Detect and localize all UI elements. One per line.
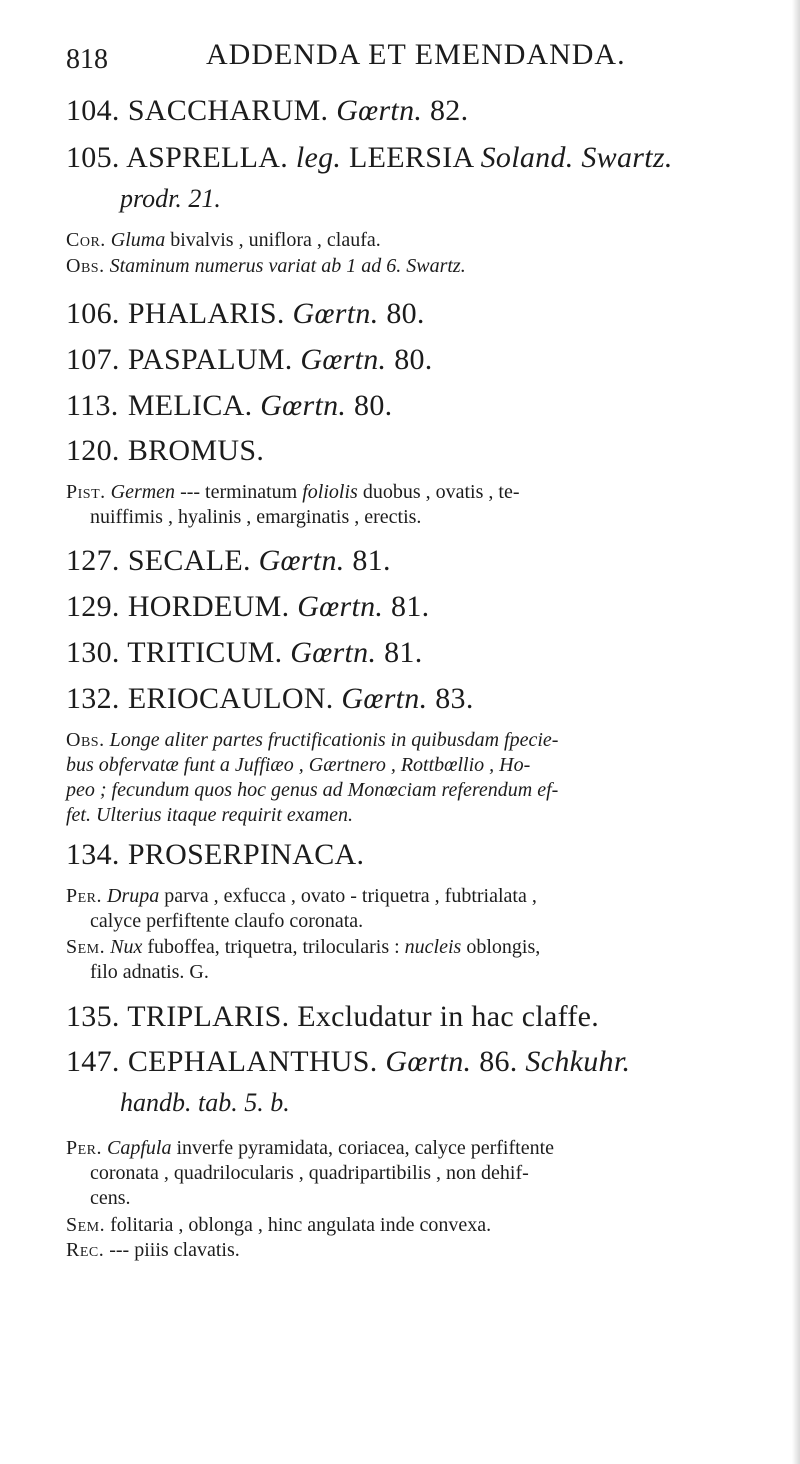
note-line-3: cens. [90, 1187, 131, 1209]
entry-number: 106. [66, 297, 120, 330]
genus-name: CEPHALANTHUS. [127, 1045, 378, 1078]
genus-name: BROMUS. [127, 434, 265, 467]
page-ref: 86. [479, 1045, 518, 1078]
genus-name: PASPALUM. [127, 343, 293, 376]
note-line-2: nuiffimis , hyalinis , emarginatis , erectis. [90, 506, 422, 528]
page-ref: 80. [386, 297, 425, 330]
note-label: Per. [66, 1137, 103, 1159]
entry-number: 120. [66, 434, 120, 467]
genus-name: HORDEUM. [127, 590, 290, 623]
running-head: ADDENDA ET EMENDANDA. [206, 38, 626, 71]
note-pericarp [66, 884, 766, 934]
page-ref: 81. [352, 544, 391, 577]
note-text: parva , exfucca , ovato - triquetra , fubtrialata , [159, 885, 537, 907]
note-text: fuboffea, triquetra, trilocularis : [142, 936, 405, 958]
entry-text: Excludatur in hac claffe. [289, 1000, 600, 1033]
note-text: --- terminatum [175, 481, 303, 503]
note-receptacle [66, 1238, 766, 1263]
entry-number: 107. [66, 343, 120, 376]
reference-continuation: handb. tab. 5. b. [120, 1088, 290, 1117]
entry-number: 130. [66, 636, 120, 669]
note-line-2: bus obfervatæ funt a Juffiæo , Gærtnero , Rottbœllio , Ho- [66, 754, 531, 776]
author: Gœrtn. [292, 297, 379, 330]
page-edge-shadow [792, 0, 800, 1464]
note-text-2: oblongis, [461, 936, 541, 958]
note-text: inverfe pyramidata, coriacea, calyce perfiftente [171, 1137, 555, 1159]
note-italic: foliolis [302, 481, 358, 503]
note-line-2: coronata , quadrilocularis , quadripartibilis , non dehif- [90, 1162, 529, 1184]
note-line-2: calyce perfiftente claufo coronata. [90, 910, 364, 932]
entry-secale [66, 544, 391, 578]
author: Gœrtn. [300, 343, 387, 376]
note-text: folitaria , oblonga , hinc angulata inde convexa. [105, 1214, 492, 1236]
entry-number: 132. [66, 682, 120, 715]
page-ref: 81. [384, 636, 423, 669]
entry-number: 147. [66, 1045, 120, 1078]
note-label: Sem. [66, 936, 106, 958]
note-text: Staminum numerus variat ab 1 ad 6. Swartz. [109, 255, 466, 277]
note-head: Drupa [107, 885, 160, 907]
genus-name: ERIOCAULON. [127, 682, 334, 715]
entry-number: 105. [66, 141, 120, 174]
note-text-2: duobus , ovatis , te- [357, 481, 520, 503]
note-observation [66, 254, 766, 279]
author: Gœrtn. [297, 590, 384, 623]
genus-name-2: LEERSIA [349, 141, 473, 174]
entry-number: 104. [66, 94, 120, 127]
reference-continuation: prodr. 21. [120, 184, 221, 213]
note-italic: nucleis [404, 936, 462, 958]
entry-saccharum [66, 94, 468, 128]
note-seed-cephalanthus [66, 1213, 766, 1238]
genus-name: SACCHARUM. [127, 94, 329, 127]
note-label: Per. [66, 885, 103, 907]
note-label: Cor. [66, 229, 106, 251]
author: Gœrtn. [341, 682, 428, 715]
author: Gœrtn. [258, 544, 345, 577]
note-pistil [66, 480, 766, 530]
page-number: 818 [66, 44, 108, 75]
entry-melica [66, 389, 392, 423]
note-label: Rec. [66, 1239, 105, 1261]
note-text: --- piiis clavatis. [104, 1239, 240, 1261]
author: Gœrtn. [260, 389, 347, 422]
page-ref: 80. [354, 389, 393, 422]
genus-name: MELICA. [127, 389, 253, 422]
leg-word: leg. [295, 141, 342, 174]
page-header [66, 38, 766, 78]
entry-triplaris [66, 1000, 599, 1034]
note-label: Pist. [66, 481, 106, 503]
note-text: bivalvis , uniflora , claufa. [165, 229, 381, 251]
page-ref: 80. [394, 343, 433, 376]
author: Soland. Swartz. [480, 141, 673, 174]
note-line-4: fet. Ulterius itaque requirit examen. [66, 804, 353, 826]
note-line-2: filo adnatis. G. [90, 961, 209, 983]
entry-bromus [66, 434, 264, 468]
note-label: Sem. [66, 1214, 106, 1236]
page-ref: 81. [391, 590, 430, 623]
entry-phalaris [66, 297, 425, 331]
entry-number: 113. [66, 389, 119, 422]
author-2: Schkuhr. [525, 1045, 631, 1078]
note-line-1: Longe aliter partes fructificationis in quibusdam fpecie- [109, 729, 559, 751]
note-head: Capfula [107, 1137, 172, 1159]
author: Gœrtn. [290, 636, 377, 669]
entry-number: 127. [66, 544, 120, 577]
page-ref: 82. [430, 94, 469, 127]
note-corolla [66, 228, 766, 253]
author: Gœrtn. [385, 1045, 472, 1078]
note-head: Germen [110, 481, 176, 503]
entry-paspalum [66, 343, 433, 377]
page-ref: 83. [435, 682, 474, 715]
entry-number: 134. [66, 838, 120, 871]
entry-asprella [66, 141, 673, 175]
entry-cephalanthus [66, 1045, 630, 1079]
entry-proserpinaca [66, 838, 364, 872]
entry-number: 129. [66, 590, 120, 623]
note-label: Obs. [66, 729, 105, 751]
genus-name: TRITICUM. [127, 636, 283, 669]
note-head: Nux [110, 936, 143, 958]
note-capsule [66, 1136, 766, 1211]
entry-number: 135. [66, 1000, 120, 1033]
genus-name: TRIPLARIS. [127, 1000, 290, 1033]
note-label: Obs. [66, 255, 105, 277]
note-line-3: peo ; fecundum quos hoc genus ad Monœciam referendum ef- [66, 779, 559, 801]
genus-name: PROSERPINACA. [127, 838, 365, 871]
genus-name: ASPRELLA. [126, 141, 289, 174]
genus-name: PHALARIS. [127, 297, 285, 330]
entry-hordeum [66, 590, 429, 624]
note-seed [66, 935, 766, 985]
entry-triticum [66, 636, 423, 670]
author: Gœrtn. [336, 94, 423, 127]
note-observation-eriocaulon [66, 728, 766, 828]
genus-name: SECALE. [127, 544, 251, 577]
entry-eriocaulon [66, 682, 474, 716]
note-head: Gluma [110, 229, 166, 251]
